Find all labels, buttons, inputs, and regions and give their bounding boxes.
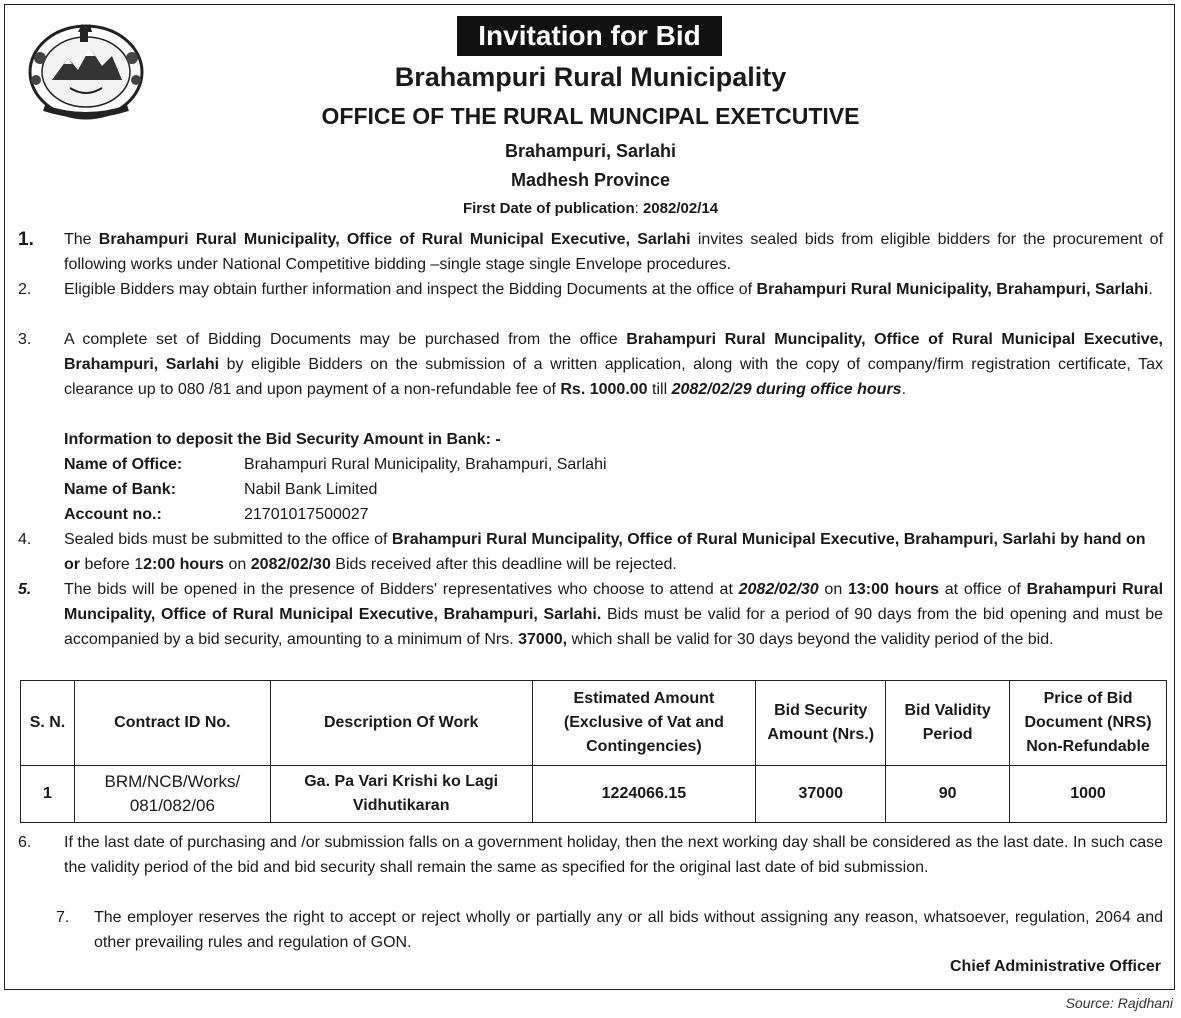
table-row <box>21 766 1167 823</box>
clause-number: 4. <box>18 531 32 548</box>
clause-number: 5. <box>18 581 32 598</box>
bid-table <box>20 680 1167 823</box>
clause-2: 2. Eligible Bidders may obtain further information and inspect the Bidding Documents at the office of Brahampuri Rural Municipality, Brahampuri, Sarlahi. <box>18 277 1163 302</box>
cell-estimate: 1224066.15 <box>532 766 756 823</box>
location: Brahampuri, Sarlahi <box>504 141 677 161</box>
clause-number: 3. <box>18 331 32 348</box>
col-header-sn: S. N. <box>21 681 75 766</box>
col-header-contract: Contract ID No. <box>74 681 270 766</box>
clause-1: 1. The Brahampuri Rural Municipality, Office of Rural Municipal Executive, Sarlahi invites sealed bids from eligible bidders for the procurement of following works under National Competitive bidding –single stage single Envelope procedures. <box>18 229 1164 273</box>
cell-sn: 1 <box>21 766 75 823</box>
col-header-description: Description Of Work <box>270 681 532 766</box>
cell-description: Ga. Pa Vari Krishi ko Lagi Vidhutikaran <box>270 766 532 823</box>
clause-4: 4. Sealed bids must be submitted to the office of Brahampuri Rural Muncipality, Office of Rural Municipal Executive, Brahampuri, Sarlahi by hand on or before 12:00 hours on 2082/02/30 Bids received after this deadline will be rejected. <box>18 527 1163 577</box>
organization-name: Brahampuri Rural Municipality <box>394 62 787 92</box>
col-header-estimate: Estimated Amount (Exclusive of Vat and Contingencies) <box>532 681 756 766</box>
notice-title: Invitation for Bid <box>457 16 722 56</box>
clause-6: 6. If the last date of purchasing and /or submission falls on a government holiday, then the next working day shall be considered as the last date. In such case the validity period of the bid and bid security shall remain the same as specified for the original last date of bid submission. <box>18 830 1163 880</box>
cell-security: 37000 <box>756 766 886 823</box>
table-header-row <box>21 681 1167 766</box>
clause-number: 1. <box>18 229 34 250</box>
bank-account-row: Account no.: 21701017500027 <box>64 506 369 523</box>
clause-number: 6. <box>18 834 32 851</box>
cell-validity: 90 <box>886 766 1010 823</box>
bank-heading: Information to deposit the Bid Security Amount in Bank: - <box>64 431 501 448</box>
province: Madhesh Province <box>510 170 671 190</box>
clause-7: 7. The employer reserves the right to accept or reject wholly or partially any or all bids without assigning any reason, whatsoever, regulation, 2064 and other prevailing rules and regulation of GON. <box>48 905 1163 955</box>
col-header-price: Price of Bid Document (NRS) Non-Refundable <box>1010 681 1167 766</box>
clause-number: 7. <box>56 909 70 926</box>
office-name: OFFICE OF THE RURAL MUNCIPAL EXETCUTIVE <box>321 103 860 129</box>
cell-contract: BRM/NCB/Works/ 081/082/06 <box>74 766 270 823</box>
clause-number: 2. <box>18 281 32 298</box>
bank-name-row: Name of Bank: Nabil Bank Limited <box>64 481 378 498</box>
clause-5: 5. The bids will be opened in the presence of Bidders' representatives who choose to attend at 2082/02/30 on 13:00 hours at office of Brahampuri Rural Muncipality, Office of Rural Municipal Executive, Brahampuri, Sarlahi. Bids must be valid for a period of 90 days from the bid opening and must be accompanied by a bid security, amounting to a minimum of Nrs. 37000, which shall be valid for 30 days beyond the validity period of the bid. <box>18 577 1163 652</box>
publication-date-line: First Date of publication: 2082/02/14 <box>462 200 719 217</box>
clause-3: 3. A complete set of Bidding Documents may be purchased from the office Brahampuri Rural Muncipality, Office of Rural Municipal Executive, Brahampuri, Sarlahi by eligible Bidders on the submission of a written application, along with the copy of company/firm registration certificate, Tax clearance up to 080 /81 and upon payment of a non-refundable fee of Rs. 1000.00 till 2082/02/29 during office hours. <box>18 327 1163 402</box>
cell-price: 1000 <box>1010 766 1167 823</box>
bank-office-row: Name of Office: Brahampuri Rural Municipality, Brahampuri, Sarlahi <box>64 456 607 473</box>
col-header-validity: Bid Validity Period <box>886 681 1010 766</box>
col-header-security: Bid Security Amount (Nrs.) <box>756 681 886 766</box>
source-credit: Source: Rajdhani <box>1065 995 1173 1011</box>
signatory: Chief Administrative Officer <box>949 958 1161 975</box>
